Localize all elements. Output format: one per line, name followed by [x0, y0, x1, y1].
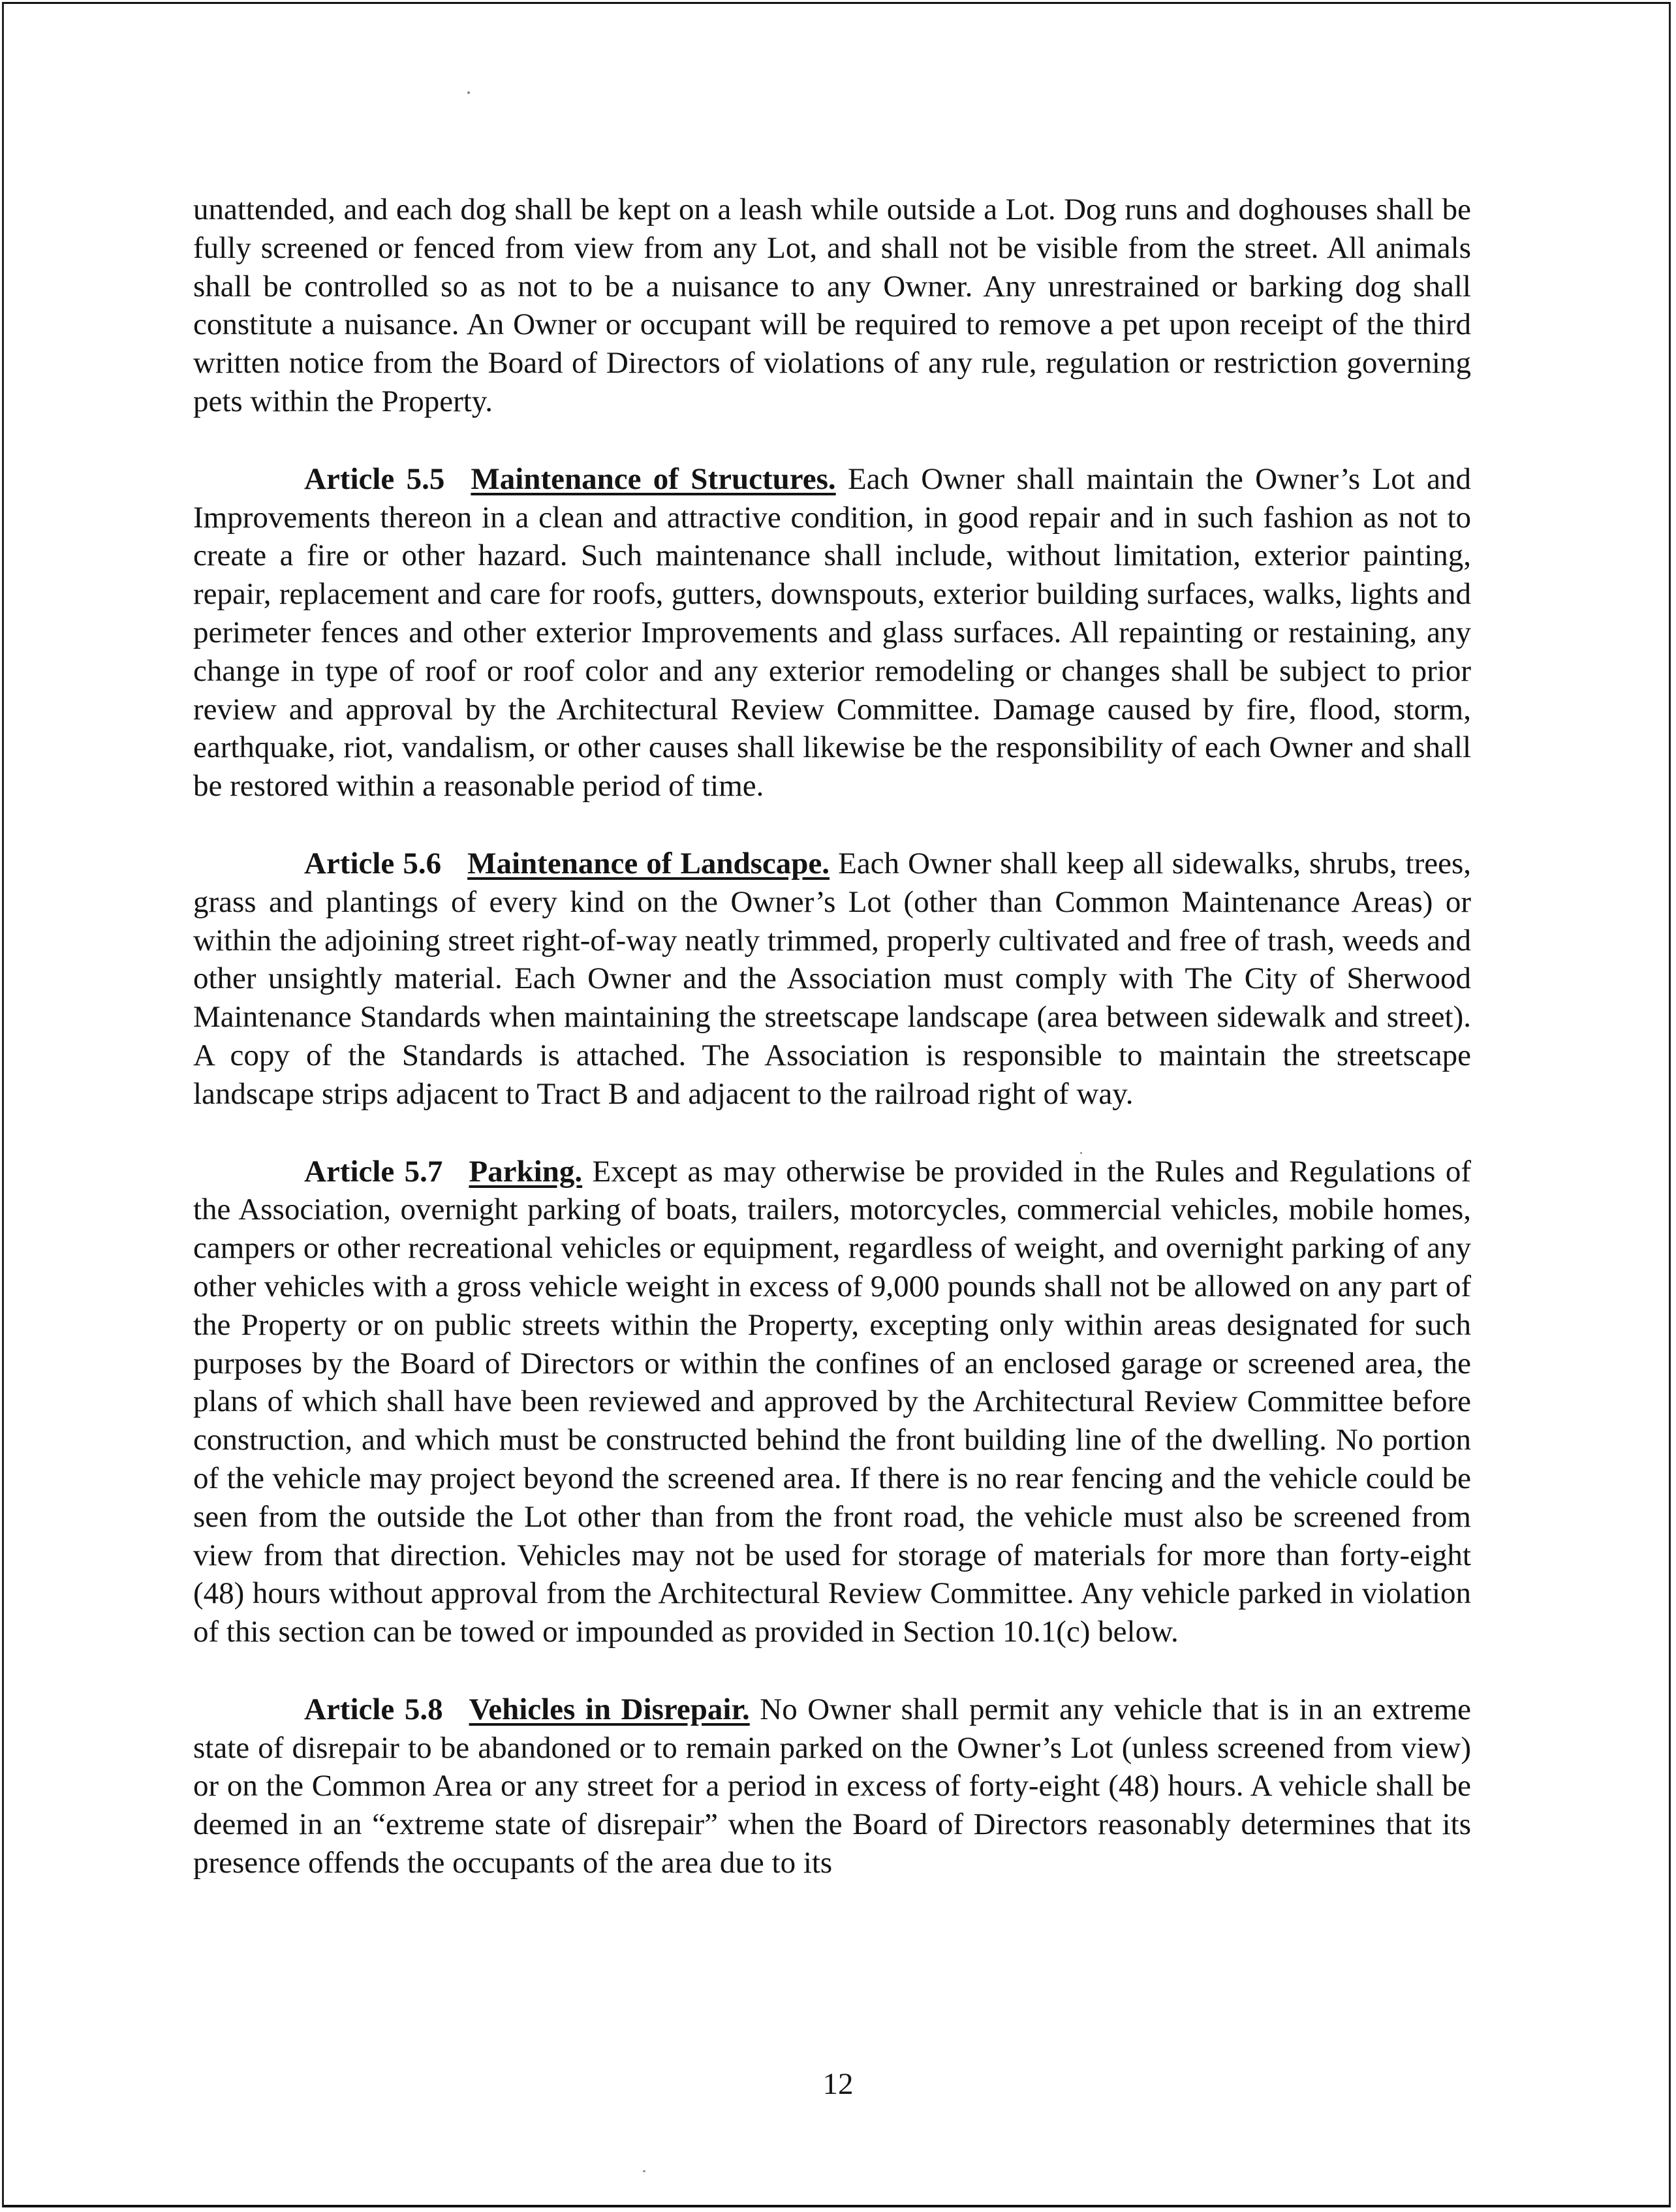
- article-title: Vehicles in Disrepair.: [469, 1692, 750, 1726]
- article-5-6: [193, 845, 1471, 1114]
- article-5-7: [193, 1153, 1471, 1651]
- article-5-5: [193, 460, 1471, 805]
- page-number: 12: [822, 2067, 854, 2101]
- scan-speck: [467, 91, 470, 94]
- article-title: Maintenance of Landscape.: [467, 846, 830, 880]
- document-body: [193, 191, 1471, 1922]
- paragraph-text: unattended, and each dog shall be kept on a leash while outside a Lot. Dog runs and doghouses shall be fully screened or fenced from view from any Lot, and shall not be visible from the street. All animals shall be controlled so as not to be a nuisance to any Owner. Any unrestrained or barking dog shall constitute a nuisance. An Owner or occupant will be required to remove a pet upon receipt of the third written notice from the Board of Directors of violations of any rule, regulation or restriction governing pets within the Property.: [193, 193, 1471, 418]
- article-number: Article 5.7: [304, 1154, 443, 1189]
- continuation-paragraph: [193, 191, 1471, 421]
- paragraph-text: No Owner shall permit any vehicle that is in an extreme state of disrepair to be abandoned or to remain parked on the Owner’s Lot (unless screened from view) or on the Common Area or any street for a period in excess of forty-eight (48) hours. A vehicle shall be deemed in an “extreme state of disrepair” when the Board of Directors reasonably determines that its presence offends the occupants of the area due to its: [193, 1692, 1471, 1880]
- paragraph-text: Each Owner shall maintain the Owner’s Lot and Improvements thereon in a clean and attractive condition, in good repair and in such fashion as not to create a fire or other hazard. Such maintenance shall include, without limitation, exterior painting, repair, replacement and care for roofs, gutters, downspouts, exterior building surfaces, walks, lights and perimeter fences and other exterior Improvements and glass surfaces. All repainting or restaining, any change in type of roof or roof color and any exterior remodeling or changes shall be subject to prior review and approval by the Architectural Review Committee. Damage caused by fire, flood, storm, earthquake, riot, vandalism, or other causes shall likewise be the responsibility of each Owner and shall be restored within a reasonable period of time.: [193, 461, 1471, 803]
- paragraph-text: Each Owner shall keep all sidewalks, shrubs, trees, grass and plantings of every kind on the Owner’s Lot (other than Common Maintenance Areas) or within the adjoining street right-of-way neatly trimmed, properly cultivated and free of trash, weeds and other unsightly material. Each Owner and the Association must comply with The City of Sherwood Maintenance Standards when maintaining the streetscape landscape (area between sidewalk and street). A copy of the Standards is attached. The Association is responsible to maintain the streetscape landscape strips adjacent to Tract B and adjacent to the railroad right of way.: [193, 846, 1472, 1111]
- article-number: Article 5.8: [304, 1692, 443, 1726]
- article-number: Article 5.6: [304, 846, 442, 880]
- paragraph-text: Except as may otherwise be provided in the Rules and Regulations of the Association, overnight parking of boats, trailers, motorcycles, commercial vehicles, mobile homes, campers or other recreational vehicles or equipment, regardless of weight, and overnight parking of any other vehicles with a gross vehicle weight in excess of 9,000 pounds shall not be allowed on any part of the Property or on public streets within the Property, excepting only within areas designated for such purposes by the Board of Directors or within the confines of an enclosed garage or screened area, the plans of which shall have been reviewed and approved by the Architectural Review Committee before construction, and which must be constructed behind the front building line of the dwelling. No portion of the vehicle may project beyond the screened area. If there is no rear fencing and the vehicle could be seen from the outside the Lot other than from the front road, the vehicle must also be screened from view from that direction. Vehicles may not be used for storage of materials for more than forty-eight (48) hours without approval from the Architectural Review Committee. Any vehicle parked in violation of this section can be towed or impounded as provided in Section 10.1(c) below.: [193, 1154, 1472, 1649]
- article-number: Article 5.5: [304, 461, 445, 496]
- article-5-8: [193, 1690, 1471, 1882]
- article-title: Maintenance of Structures.: [471, 461, 836, 496]
- scan-speck: [643, 2170, 645, 2172]
- article-title: Parking.: [469, 1154, 583, 1189]
